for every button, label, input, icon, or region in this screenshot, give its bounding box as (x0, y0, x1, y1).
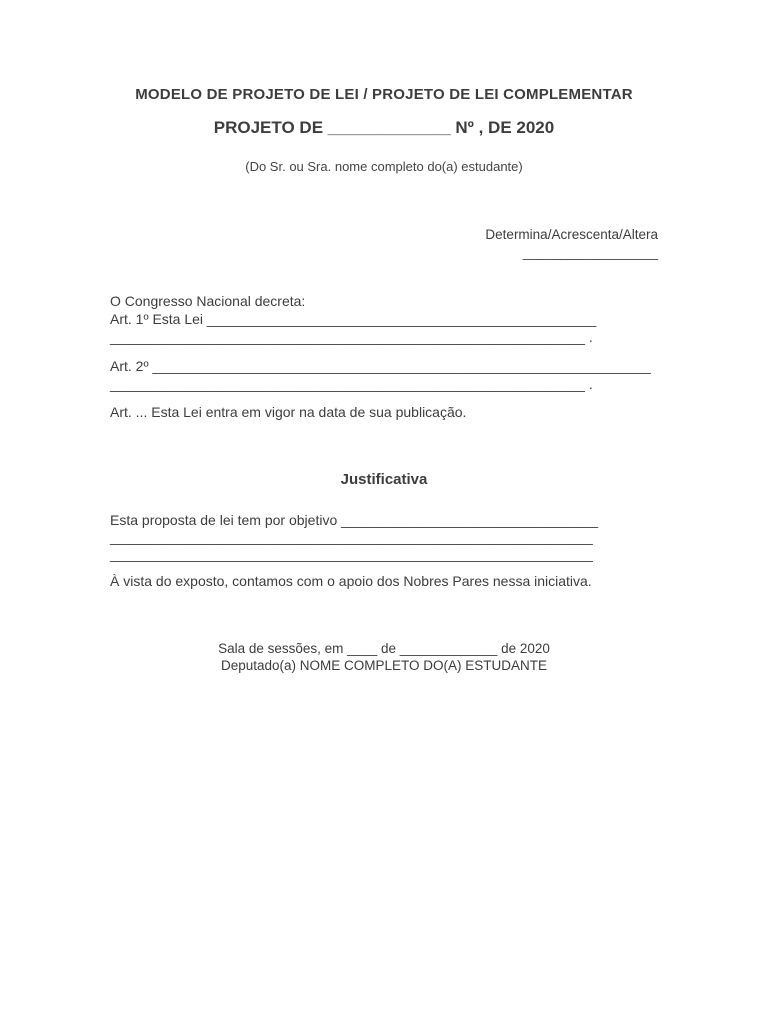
article-1-line: Art. 1º Esta Lei __________________________________________________ (110, 311, 597, 327)
justification-heading: Justificativa (340, 471, 428, 488)
article-1-continuation-line: _____________________________________________________________ . (110, 329, 593, 345)
epigraph-block (485, 226, 658, 262)
author-byline: (Do Sr. ou Sra. nome completo do(a) estudante) (245, 159, 523, 174)
bill-number-heading: PROJETO DE _____________ Nº , DE 2020 (213, 118, 555, 137)
article-2-line: Art. 2º ________________________________________________________________ (110, 358, 651, 374)
justification-objective-line: Esta proposta de lei tem por objetivo _________________________________ (110, 512, 599, 528)
justification-closing-line: À vista do exposto, contamos com o apoio dos Nobres Pares nessa iniciativa. (110, 573, 592, 589)
vigency-article-line: Art. ... Esta Lei entra em vigor na data de sua publicação. (110, 404, 467, 420)
document-title: MODELO DE PROJETO DE LEI / PROJETO DE LEI COMPLEMENTAR (135, 86, 633, 103)
signature-block (0, 640, 768, 674)
article-2-continuation-line: _____________________________________________________________ . (110, 376, 593, 392)
justification-blank-line-2: ______________________________________________________________ (110, 546, 593, 562)
justification-blank-line-1: ______________________________________________________________ (110, 529, 593, 545)
signature-author-line: Deputado(a) NOME COMPLETO DO(A) ESTUDANTE (220, 658, 548, 673)
signature-place-date-line: Sala de sessões, em ____ de _____________ de 2020 (218, 641, 550, 656)
epigraph-summary: Determina/Acrescenta/Altera (485, 227, 658, 242)
enacting-clause: O Congresso Nacional decreta: (110, 293, 306, 309)
epigraph-underline: __________________ (522, 245, 658, 260)
